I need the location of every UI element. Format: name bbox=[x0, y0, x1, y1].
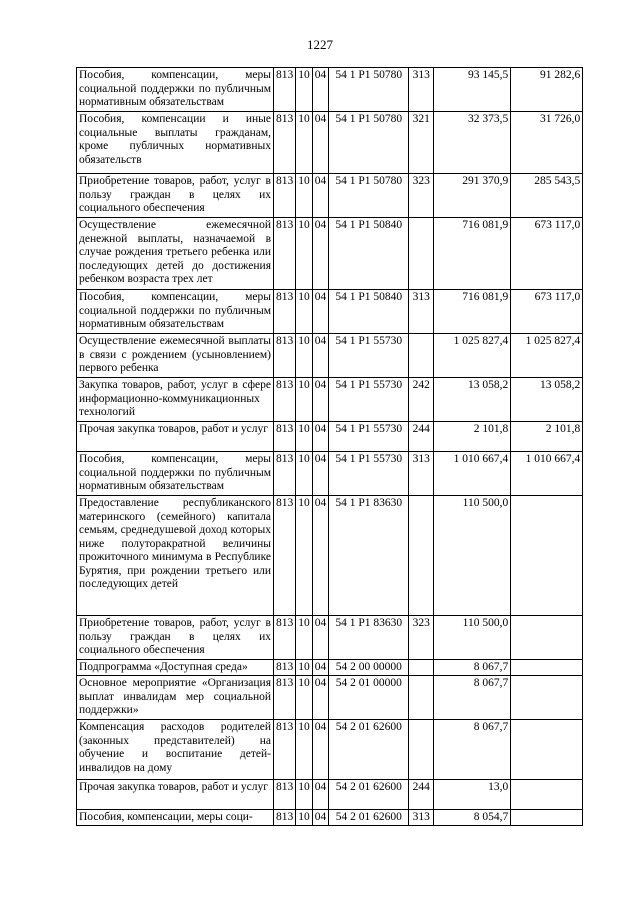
table-row bbox=[77, 422, 583, 452]
expense-type-code: 321 bbox=[409, 112, 434, 174]
section-code: 10 bbox=[296, 810, 313, 826]
section-code: 10 bbox=[296, 334, 313, 378]
amount-year-1: 716 081,9 bbox=[434, 290, 511, 334]
item-name: Осуществление ежемесячной выплаты в связи с рождением (усыновлением) первого ребенка bbox=[77, 334, 274, 378]
ministry-code: 813 bbox=[274, 112, 296, 174]
ministry-code: 813 bbox=[274, 780, 296, 810]
amount-year-2: 31 726,0 bbox=[511, 112, 583, 174]
subsection-code: 04 bbox=[312, 810, 329, 826]
subsection-code: 04 bbox=[312, 452, 329, 496]
ministry-code: 813 bbox=[274, 660, 296, 676]
ministry-code: 813 bbox=[274, 174, 296, 218]
expense-type-code: 313 bbox=[409, 810, 434, 826]
ministry-code: 813 bbox=[274, 218, 296, 290]
amount-year-1: 13 058,2 bbox=[434, 378, 511, 422]
amount-year-2 bbox=[511, 810, 583, 826]
amount-year-1: 93 145,5 bbox=[434, 68, 511, 112]
expense-type-code: 323 bbox=[409, 616, 434, 660]
amount-year-1: 716 081,9 bbox=[434, 218, 511, 290]
section-code: 10 bbox=[296, 496, 313, 616]
target-article-code: 54 1 P1 55730 bbox=[329, 378, 409, 422]
target-article-code: 54 1 P1 55730 bbox=[329, 422, 409, 452]
section-code: 10 bbox=[296, 422, 313, 452]
ministry-code: 813 bbox=[274, 422, 296, 452]
item-name: Пособия, компенсации, меры социальной поддержки по публичным нормативным обязательствам bbox=[77, 68, 274, 112]
amount-year-1: 8 067,7 bbox=[434, 720, 511, 780]
amount-year-1: 291 370,9 bbox=[434, 174, 511, 218]
item-name: Пособия, компенсации, меры социальной поддержки по публичным нормативным обязательствам bbox=[77, 290, 274, 334]
section-code: 10 bbox=[296, 452, 313, 496]
item-name: Пособия, компенсации, меры социальной поддержки по публичным нормативным обязательствам bbox=[77, 452, 274, 496]
subsection-code: 04 bbox=[312, 174, 329, 218]
expense-type-code bbox=[409, 660, 434, 676]
amount-year-1: 1 025 827,4 bbox=[434, 334, 511, 378]
item-name: Компенсация расходов родителей (законных представителей) на обучение и воспитание детей-инвалидов на дому bbox=[77, 720, 274, 780]
subsection-code: 04 bbox=[312, 290, 329, 334]
page-number: 1227 bbox=[307, 37, 333, 52]
expense-type-code bbox=[409, 676, 434, 720]
target-article-code: 54 2 01 00000 bbox=[329, 676, 409, 720]
amount-year-1: 110 500,0 bbox=[434, 496, 511, 616]
item-name: Прочая закупка товаров, работ и услуг bbox=[77, 422, 274, 452]
table-row bbox=[77, 452, 583, 496]
subsection-code: 04 bbox=[312, 720, 329, 780]
subsection-code: 04 bbox=[312, 112, 329, 174]
section-code: 10 bbox=[296, 720, 313, 780]
subsection-code: 04 bbox=[312, 334, 329, 378]
amount-year-2: 91 282,6 bbox=[511, 68, 583, 112]
amount-year-1: 13,0 bbox=[434, 780, 511, 810]
subsection-code: 04 bbox=[312, 660, 329, 676]
expense-type-code bbox=[409, 720, 434, 780]
item-name: Пособия, компенсации и иные социальные выплаты гражданам, кроме публичных нормативных обязательств bbox=[77, 112, 274, 174]
ministry-code: 813 bbox=[274, 810, 296, 826]
amount-year-1: 1 010 667,4 bbox=[434, 452, 511, 496]
subsection-code: 04 bbox=[312, 676, 329, 720]
subsection-code: 04 bbox=[312, 218, 329, 290]
amount-year-2: 1 010 667,4 bbox=[511, 452, 583, 496]
amount-year-1: 2 101,8 bbox=[434, 422, 511, 452]
target-article-code: 54 2 01 62600 bbox=[329, 720, 409, 780]
section-code: 10 bbox=[296, 218, 313, 290]
amount-year-2 bbox=[511, 660, 583, 676]
table-row bbox=[77, 496, 583, 616]
budget-table bbox=[76, 67, 583, 826]
subsection-code: 04 bbox=[312, 616, 329, 660]
item-name: Предоставление республиканского материнского (семейного) капитала семьям, среднедушевой доход которых ниже полуторакратной величины прожиточного минимума в Республике Бурятия, при рождении третьего или последующих детей bbox=[77, 496, 274, 616]
table-row bbox=[77, 780, 583, 810]
section-code: 10 bbox=[296, 290, 313, 334]
subsection-code: 04 bbox=[312, 378, 329, 422]
table-row bbox=[77, 720, 583, 780]
section-code: 10 bbox=[296, 68, 313, 112]
ministry-code: 813 bbox=[274, 68, 296, 112]
section-code: 10 bbox=[296, 660, 313, 676]
section-code: 10 bbox=[296, 112, 313, 174]
subsection-code: 04 bbox=[312, 496, 329, 616]
expense-type-code: 313 bbox=[409, 68, 434, 112]
ministry-code: 813 bbox=[274, 720, 296, 780]
table-row bbox=[77, 810, 583, 826]
target-article-code: 54 1 P1 50780 bbox=[329, 68, 409, 112]
target-article-code: 54 2 00 00000 bbox=[329, 660, 409, 676]
amount-year-2: 13 058,2 bbox=[511, 378, 583, 422]
target-article-code: 54 2 01 62600 bbox=[329, 780, 409, 810]
expense-type-code: 244 bbox=[409, 422, 434, 452]
expense-type-code: 244 bbox=[409, 780, 434, 810]
item-name: Приобретение товаров, работ, услуг в пользу граждан в целях их социального обеспечения bbox=[77, 174, 274, 218]
section-code: 10 bbox=[296, 676, 313, 720]
ministry-code: 813 bbox=[274, 496, 296, 616]
table-row bbox=[77, 616, 583, 660]
target-article-code: 54 1 P1 55730 bbox=[329, 452, 409, 496]
target-article-code: 54 1 P1 50780 bbox=[329, 112, 409, 174]
target-article-code: 54 1 P1 50840 bbox=[329, 290, 409, 334]
table-row bbox=[77, 174, 583, 218]
section-code: 10 bbox=[296, 378, 313, 422]
ministry-code: 813 bbox=[274, 676, 296, 720]
expense-type-code bbox=[409, 218, 434, 290]
expense-type-code bbox=[409, 334, 434, 378]
item-name: Осуществление ежемесячной денежной выплаты, назначаемой в случае рождения третьего ребенка или последующих детей до достижения ребенком возраста трех лет bbox=[77, 218, 274, 290]
target-article-code: 54 1 P1 83630 bbox=[329, 496, 409, 616]
item-name: Приобретение товаров, работ, услуг в пользу граждан в целях их социального обеспечения bbox=[77, 616, 274, 660]
target-article-code: 54 1 P1 55730 bbox=[329, 334, 409, 378]
table-row bbox=[77, 676, 583, 720]
item-name: Основное мероприятие «Организация выплат инвалидам мер социальной поддержки» bbox=[77, 676, 274, 720]
amount-year-2 bbox=[511, 616, 583, 660]
table-row bbox=[77, 660, 583, 676]
target-article-code: 54 2 01 62600 bbox=[329, 810, 409, 826]
amount-year-2 bbox=[511, 720, 583, 780]
table-row bbox=[77, 218, 583, 290]
section-code: 10 bbox=[296, 616, 313, 660]
subsection-code: 04 bbox=[312, 780, 329, 810]
target-article-code: 54 1 P1 50780 bbox=[329, 174, 409, 218]
table-row bbox=[77, 68, 583, 112]
table-row bbox=[77, 334, 583, 378]
target-article-code: 54 1 P1 83630 bbox=[329, 616, 409, 660]
expense-type-code bbox=[409, 496, 434, 616]
amount-year-2: 2 101,8 bbox=[511, 422, 583, 452]
amount-year-2: 673 117,0 bbox=[511, 218, 583, 290]
amount-year-2 bbox=[511, 780, 583, 810]
item-name: Подпрограмма «Доступная среда» bbox=[77, 660, 274, 676]
expense-type-code: 242 bbox=[409, 378, 434, 422]
amount-year-2 bbox=[511, 676, 583, 720]
amount-year-1: 8 067,7 bbox=[434, 676, 511, 720]
target-article-code: 54 1 P1 50840 bbox=[329, 218, 409, 290]
amount-year-2: 285 543,5 bbox=[511, 174, 583, 218]
expense-type-code: 313 bbox=[409, 290, 434, 334]
amount-year-2: 673 117,0 bbox=[511, 290, 583, 334]
section-code: 10 bbox=[296, 780, 313, 810]
amount-year-1: 8 067,7 bbox=[434, 660, 511, 676]
expense-type-code: 313 bbox=[409, 452, 434, 496]
subsection-code: 04 bbox=[312, 422, 329, 452]
section-code: 10 bbox=[296, 174, 313, 218]
subsection-code: 04 bbox=[312, 68, 329, 112]
amount-year-1: 32 373,5 bbox=[434, 112, 511, 174]
expense-type-code: 323 bbox=[409, 174, 434, 218]
amount-year-2: 1 025 827,4 bbox=[511, 334, 583, 378]
amount-year-1: 8 054,7 bbox=[434, 810, 511, 826]
amount-year-1: 110 500,0 bbox=[434, 616, 511, 660]
table-row bbox=[77, 112, 583, 174]
ministry-code: 813 bbox=[274, 616, 296, 660]
table-row bbox=[77, 290, 583, 334]
ministry-code: 813 bbox=[274, 452, 296, 496]
ministry-code: 813 bbox=[274, 334, 296, 378]
amount-year-2 bbox=[511, 496, 583, 616]
item-name: Закупка товаров, работ, услуг в сфере информационно-коммуникационных технологий bbox=[77, 378, 274, 422]
item-name: Пособия, компенсации, меры соци- bbox=[77, 810, 274, 826]
ministry-code: 813 bbox=[274, 290, 296, 334]
table-row bbox=[77, 378, 583, 422]
item-name: Прочая закупка товаров, работ и услуг bbox=[77, 780, 274, 810]
ministry-code: 813 bbox=[274, 378, 296, 422]
